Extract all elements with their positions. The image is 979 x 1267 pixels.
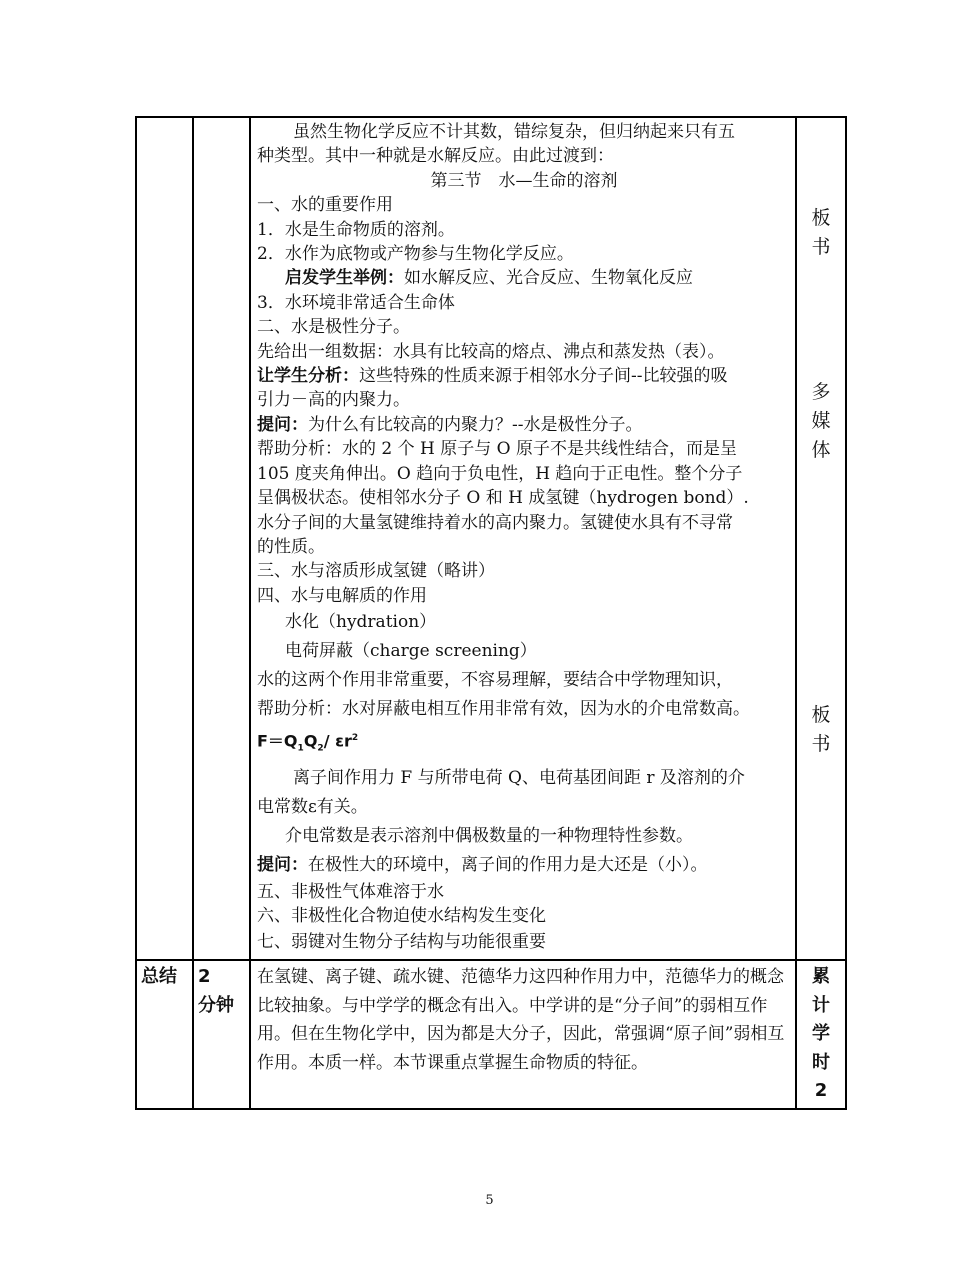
text-line: 四、水与电解质的作用 bbox=[257, 585, 427, 606]
table-row bbox=[136, 117, 846, 960]
text-line: 呈偶极状态。使相邻水分子 O 和 H 成氢键（hydrogen bond）. bbox=[257, 488, 749, 509]
formula-subscript: 2 bbox=[317, 743, 324, 754]
text-line: 种类型。其中一种就是水解反应。由此过渡到： bbox=[257, 146, 614, 167]
formula-part: / εr bbox=[323, 731, 352, 751]
text-span: 这些特殊的性质来源于相邻水分子间--比较强的吸 bbox=[359, 366, 728, 387]
text-line: 2．水作为底物或产物参与生物化学反应。 bbox=[257, 244, 574, 265]
text-line: 电荷屏蔽（charge screening） bbox=[285, 641, 537, 662]
text-line: 六、非极性化合物迫使水结构发生变化 bbox=[257, 906, 546, 927]
text-span: 为什么有比较高的内聚力？--水是极性分子。 bbox=[308, 414, 643, 435]
formula-superscript: 2 bbox=[351, 733, 359, 744]
bold-label: 让学生分析： bbox=[257, 366, 359, 387]
side-note: 书 bbox=[811, 236, 831, 258]
text-line: 水的这两个作用非常重要，不容易理解，要结合中学物理知识， bbox=[257, 670, 733, 691]
page-number: 5 bbox=[485, 1193, 494, 1208]
bold-label: 启发学生举例： bbox=[285, 268, 404, 289]
text-line: 105 度夹角伸出。O 趋向于负电性，H 趋向于正电性。整个分子 bbox=[257, 463, 743, 484]
side-note: 多 bbox=[811, 381, 831, 403]
bold-label: 提问： bbox=[257, 854, 308, 875]
text-line bbox=[257, 266, 791, 290]
table-row bbox=[136, 960, 846, 1109]
text-line: 二、水是极性分子。 bbox=[257, 317, 410, 338]
text-line: 引力－高的内聚力。 bbox=[257, 390, 410, 411]
text-line: 三、水与溶质形成氢键（略讲） bbox=[257, 561, 495, 582]
text-line: 1．水是生命物质的溶剂。 bbox=[257, 219, 455, 240]
formula-part: F＝Q bbox=[257, 731, 298, 751]
text-line: 电常数ε有关。 bbox=[257, 796, 368, 817]
text-line: 五、非极性气体难溶于水 bbox=[257, 881, 444, 902]
note-char: 学 bbox=[812, 1023, 830, 1045]
summary-label-cell: 总结 bbox=[136, 960, 193, 1109]
summary-note-cell bbox=[796, 960, 846, 1109]
text-line: 帮助分析：水的 2 个 H 原子与 O 原子不是共线性结合，而是呈 bbox=[257, 439, 737, 460]
text-line bbox=[257, 364, 791, 388]
side-note: 板 bbox=[811, 207, 831, 229]
text-line bbox=[257, 413, 791, 437]
text-line bbox=[257, 851, 791, 880]
summary-text-cell: 在氢键、离子键、疏水键、范德华力这四种作用力中，范德华力的概念比较抽象。与中学学的概念有出入。中学讲的是“分子间”的弱相互作用。但在生物化学中，因为都是大分子，因此，常强调“原子间”弱相互作用。本质一样。本节课重点掌握生命物质的特征。 bbox=[250, 960, 796, 1109]
note-char: 计 bbox=[812, 994, 830, 1016]
method-notes-cell bbox=[796, 117, 846, 960]
empty-cell bbox=[136, 117, 193, 960]
text-line: 水化（hydration） bbox=[285, 612, 437, 633]
time-value: 2 bbox=[198, 966, 211, 988]
text-line: 先给出一组数据：水具有比较高的熔点、沸点和蒸发热（表）。 bbox=[257, 341, 725, 362]
text-line: 水分子间的大量氢键维持着水的高内聚力。氢键使水具有不寻常 bbox=[257, 512, 733, 533]
text-line: 离子间作用力 F 与所带电荷 Q、电荷基团间距 r 及溶剂的介 bbox=[293, 767, 745, 788]
text-line: 帮助分析：水对屏蔽电相互作用非常有效，因为水的介电常数高。 bbox=[257, 699, 750, 720]
lesson-plan-table bbox=[135, 116, 847, 1110]
note-char: 累 bbox=[812, 966, 830, 988]
text-line: 的性质。 bbox=[257, 536, 325, 557]
empty-cell bbox=[193, 117, 250, 960]
text-span: 如水解反应、光合反应、生物氧化反应 bbox=[404, 268, 693, 289]
text-line: 虽然生物化学反应不计其数，错综复杂，但归纳起来只有五 bbox=[293, 122, 735, 142]
time-unit: 分钟 bbox=[198, 994, 234, 1016]
text-line: 七、弱键对生物分子结构与功能很重要 bbox=[257, 932, 546, 953]
section-heading: 第三节 水—生命的溶剂 bbox=[430, 170, 618, 191]
side-note: 媒 bbox=[811, 410, 831, 432]
formula bbox=[257, 724, 791, 764]
note-char: 时 bbox=[812, 1051, 830, 1073]
note-char: 2 bbox=[814, 1080, 828, 1102]
summary-time-cell bbox=[193, 960, 250, 1109]
side-note: 书 bbox=[811, 733, 831, 755]
text-span: 在极性大的环境中，离子间的作用力是大还是（小）。 bbox=[308, 854, 708, 875]
formula-subscript: 1 bbox=[297, 743, 304, 754]
side-note: 体 bbox=[811, 439, 831, 461]
text-line: 3．水环境非常适合生命体 bbox=[257, 292, 455, 313]
bold-label: 提问： bbox=[257, 414, 308, 435]
lesson-content-cell bbox=[250, 117, 796, 960]
side-note: 板 bbox=[811, 704, 831, 726]
text-line: 一、水的重要作用 bbox=[257, 195, 393, 216]
text-line: 介电常数是表示溶剂中偶极数量的一种物理特性参数。 bbox=[285, 825, 693, 846]
formula-part: Q bbox=[303, 731, 318, 751]
